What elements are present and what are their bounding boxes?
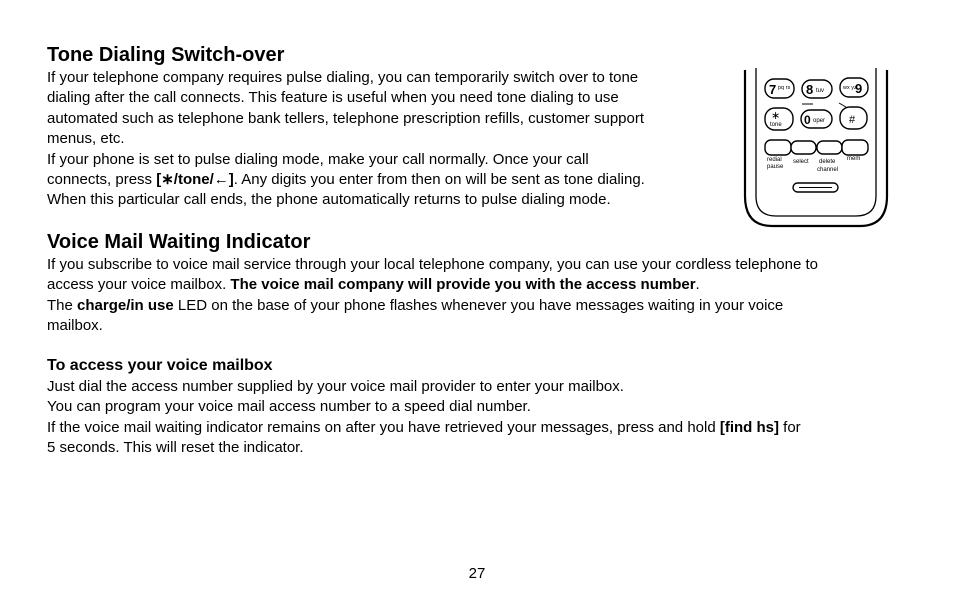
text-line: connects, press [∗/tone/←]. Any digits you enter from then on will be sent as tone dialing. — [47, 171, 645, 189]
svg-text:tuv: tuv — [816, 88, 825, 94]
text-line: mailbox. — [47, 317, 103, 335]
svg-text:redial: redial — [767, 157, 782, 163]
svg-text:delete: delete — [819, 159, 836, 165]
key-8-digit: 8 — [806, 82, 814, 97]
svg-text:pause: pause — [767, 164, 784, 170]
paragraph-tone-dialing-intro — [47, 68, 645, 211]
key-0-digit: 0 — [804, 113, 811, 127]
key-select — [791, 141, 816, 154]
text-line: If your phone is set to pulse dialing mode, make your call normally. Once your call — [47, 150, 589, 168]
text-line: The charge/in use LED on the base of your phone flashes whenever you have messages waiting in your voice — [47, 296, 784, 314]
key-hash-symbol: # — [849, 114, 856, 126]
text-line: Just dial the access number supplied by your voice mail provider to enter your mailbox. — [47, 378, 624, 395]
key-mem — [842, 140, 868, 155]
svg-text:channel: channel — [817, 167, 839, 173]
led-name: charge/in use — [77, 296, 174, 314]
key-redial — [765, 140, 791, 155]
heading-voice-mail: Voice Mail Waiting Indicator — [47, 231, 311, 253]
paragraph-access-mailbox — [47, 377, 801, 459]
find-hs-key-reference: [find hs] — [719, 418, 779, 436]
svg-text:mem: mem — [847, 156, 861, 162]
handset-keypad-illustration — [742, 68, 890, 230]
key-9-digit: 9 — [855, 81, 863, 96]
svg-text:oper: oper — [813, 118, 826, 124]
text-line: 5 seconds. This will reset the indicator. — [47, 439, 304, 457]
key-star-symbol: ∗ — [771, 110, 781, 122]
text-line: If you subscribe to voice mail service through your local telephone company, you can use your cordless telephone to — [47, 256, 818, 273]
page-number: 27 — [468, 565, 486, 582]
svg-text:wx yz: wx yz — [843, 85, 857, 91]
heading-tone-dialing: Tone Dialing Switch-over — [47, 44, 285, 66]
text-line: When this particular call ends, the phone automatically returns to pulse dialing mode. — [47, 191, 611, 209]
svg-text:pq rs: pq rs — [778, 85, 791, 91]
emphasis-access-number: The voice mail company will provide you with the access number — [230, 276, 696, 294]
key-delete — [817, 141, 842, 154]
tone-key-reference: [∗/tone/←] — [156, 171, 234, 189]
text-line: access your voice mailbox. The voice mail company will provide you with the access number. — [47, 276, 700, 294]
text-line: If your telephone company requires pulse dialing, you can temporarily switch over to tone — [47, 69, 639, 86]
text-line: If the voice mail waiting indicator remains on after you have retrieved your messages, press and hold [find hs] for — [47, 418, 801, 436]
svg-text:tone: tone — [770, 122, 782, 128]
text-line: You can program your voice mail access number to a speed dial number. — [47, 398, 531, 416]
text-line: menus, etc. — [47, 130, 125, 148]
paragraph-voice-mail — [47, 255, 818, 337]
text-line: automated such as telephone bank tellers, telephone prescription refills, customer support — [47, 109, 645, 127]
svg-text:select: select — [793, 159, 809, 165]
text-line: dialing after the call connects. This feature is useful when you need tone dialing to use — [47, 89, 619, 107]
key-7-digit: 7 — [769, 82, 777, 97]
heading-access-mailbox: To access your voice mailbox — [47, 357, 273, 374]
